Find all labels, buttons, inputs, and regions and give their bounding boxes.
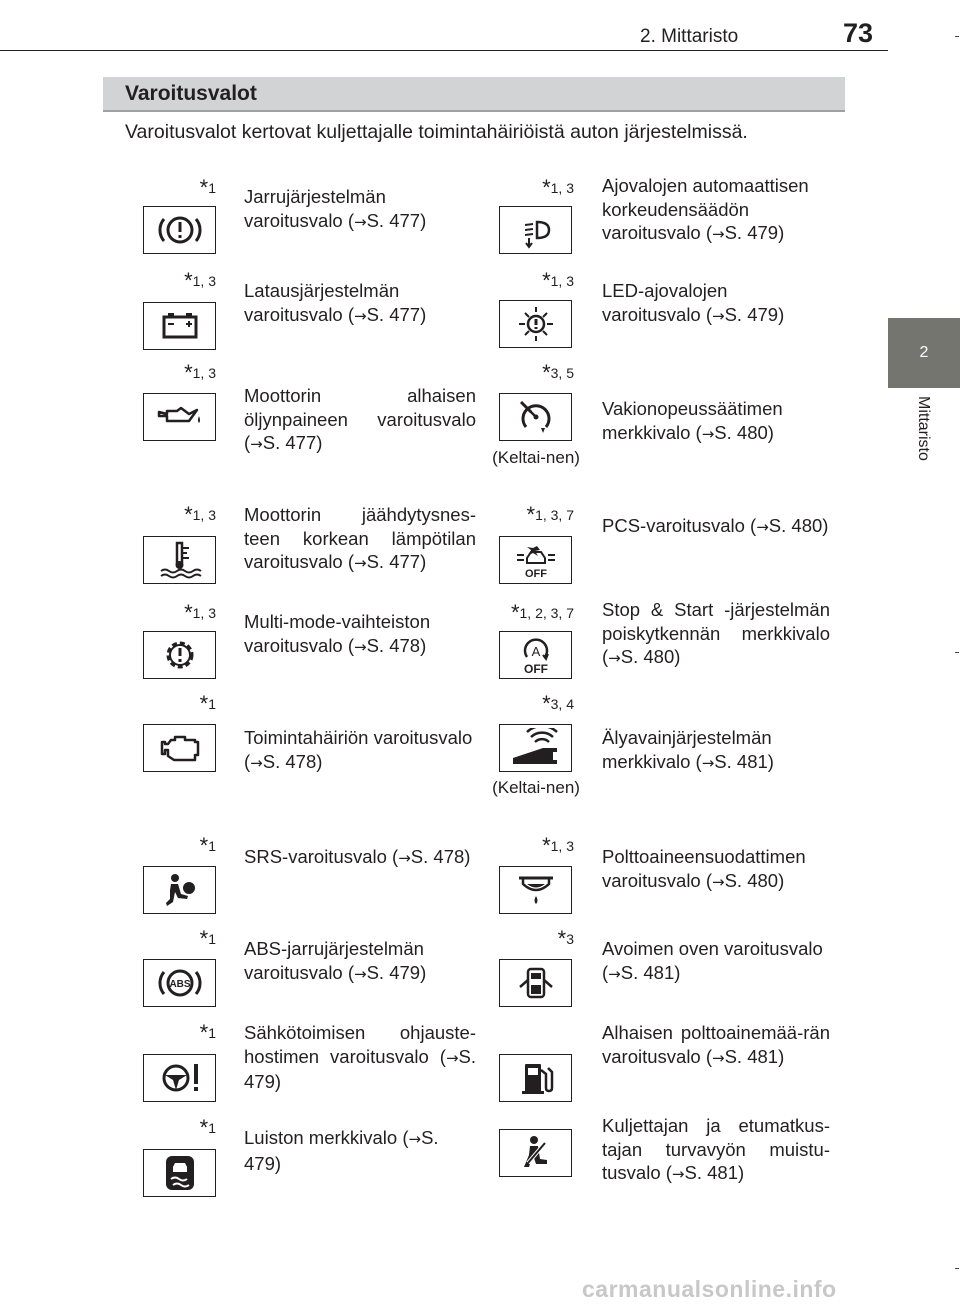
low-fuel-icon	[499, 1054, 572, 1102]
power-steering-icon	[143, 1054, 216, 1102]
intro-text: Varoitusvalot kertovat kuljettajalle toimintahäiriöistä auton järjestelmissä.	[125, 121, 748, 143]
margin-tick	[955, 36, 959, 37]
led-headlight-icon	[499, 300, 572, 348]
footnote-marker: *1, 3	[184, 268, 216, 293]
footnote-marker: *3, 4	[542, 691, 574, 716]
off-label: OFF	[524, 568, 547, 580]
warning-description: Älyavainjärjestelmän merkkivalo (→S. 481)	[602, 727, 774, 772]
warning-description: Multi-mode-vaihteiston varoitusvalo (→S. 478)	[244, 611, 431, 656]
check-engine-icon	[143, 724, 216, 772]
warning-description: Kuljettajan ja etumatkus-tajan turvavyön muistu-tusvalo (→S. 481)	[602, 1115, 830, 1183]
footnote-marker: *1, 3	[184, 502, 216, 527]
warning-description: Ajovalojen automaattisen korkeudensäädön varoitusvalo (→S. 479)	[602, 175, 809, 243]
warning-description: PCS-varoitusvalo (→S. 480)	[602, 515, 829, 536]
margin-tick	[955, 1268, 959, 1269]
warning-description: Polttoaineensuodattimen varoitusvalo (→S. 480)	[602, 846, 806, 891]
footnote-marker: *3	[557, 926, 574, 951]
oil-pressure-icon	[143, 393, 216, 441]
footnote-marker: *1, 3	[184, 600, 216, 625]
off-label: OFF	[523, 662, 548, 675]
banner-title: Varoitusvalot	[125, 82, 257, 105]
margin-tick	[955, 652, 959, 653]
header-rule	[0, 50, 888, 51]
stop-start-off-icon	[499, 631, 572, 679]
warning-description: Moottorin alhaisen öljynpaineen varoitusvalo (→S. 477)	[244, 385, 476, 453]
footnote-marker: *1, 3	[184, 360, 216, 385]
warning-description: Vakionopeussäätimen merkkivalo (→S. 480)	[602, 398, 783, 443]
pcs-off-icon	[499, 536, 572, 584]
warning-description: Toimintahäiriön varoitusvalo (→S. 478)	[244, 727, 473, 772]
footnote-marker: *3, 5	[542, 360, 574, 385]
battery-icon	[143, 302, 216, 350]
headlight-leveling-icon	[499, 206, 572, 254]
footnote-marker: *1	[199, 1020, 216, 1045]
footnote-marker: *1, 3	[542, 175, 574, 200]
warning-description: Moottorin jäähdytysnes-teen korkean lämpötilan varoitusvalo (→S. 477)	[244, 504, 476, 572]
chapter-tab: 2	[888, 318, 960, 388]
warning-description: LED-ajovalojen varoitusvalo (→S. 479)	[602, 280, 785, 325]
color-note: (Keltai-nen)	[492, 778, 580, 797]
seatbelt-reminder-icon	[499, 1129, 572, 1177]
srs-airbag-icon	[143, 866, 216, 914]
auto-letter: A	[531, 644, 540, 659]
warning-description: Luiston merkkivalo (→S. 479)	[244, 1127, 439, 1174]
abs-icon	[143, 959, 216, 1007]
footnote-marker: *1, 2, 3, 7	[510, 600, 574, 625]
warning-description: Alhaisen polttoainemää-rän varoitusvalo (→S. 481)	[602, 1022, 830, 1067]
brake-warning-icon	[143, 206, 216, 254]
section-banner	[103, 77, 845, 112]
footnote-marker: *1	[199, 175, 216, 200]
footnote-marker: *1	[199, 691, 216, 716]
footnote-marker: *1, 3, 7	[526, 502, 574, 527]
section-title: 2. Mittaristo	[640, 26, 739, 47]
warning-description: Stop & Start -järjestelmän poiskytkennän merkkivalo (→S. 480)	[602, 599, 830, 667]
warning-description: Jarrujärjestelmän varoitusvalo (→S. 477)	[244, 186, 427, 231]
footnote-marker: *1, 3	[542, 833, 574, 858]
slip-indicator-icon	[143, 1149, 216, 1197]
watermark: carmanualsonline.info	[582, 1276, 837, 1302]
warning-description: ABS-jarrujärjestelmän varoitusvalo (→S. 479)	[244, 938, 427, 983]
coolant-temperature-icon	[143, 536, 216, 584]
warning-description: Latausjärjestelmän varoitusvalo (→S. 477)	[244, 280, 427, 325]
warning-description: Sähkötoimisen ohjauste-hostimen varoitusvalo (→S. 479)	[244, 1022, 476, 1092]
chapter-label: Mittaristo	[915, 396, 932, 461]
warning-description: SRS-varoitusvalo (→S. 478)	[244, 846, 471, 867]
transmission-gear-icon	[143, 631, 216, 679]
footnote-marker: *1	[199, 926, 216, 951]
footnote-marker: *1, 3	[542, 268, 574, 293]
warning-description: Avoimen oven varoitusvalo (→S. 481)	[602, 938, 823, 983]
smart-key-icon	[499, 724, 572, 772]
svg-text:ABS: ABS	[168, 979, 191, 990]
open-door-icon	[499, 959, 572, 1007]
footnote-marker: *1	[199, 833, 216, 858]
fuel-filter-icon	[499, 866, 572, 914]
footnote-marker: *1	[199, 1115, 216, 1140]
color-note: (Keltai-nen)	[492, 448, 580, 467]
cruise-control-icon	[499, 393, 572, 441]
page-number: 73	[843, 18, 874, 48]
